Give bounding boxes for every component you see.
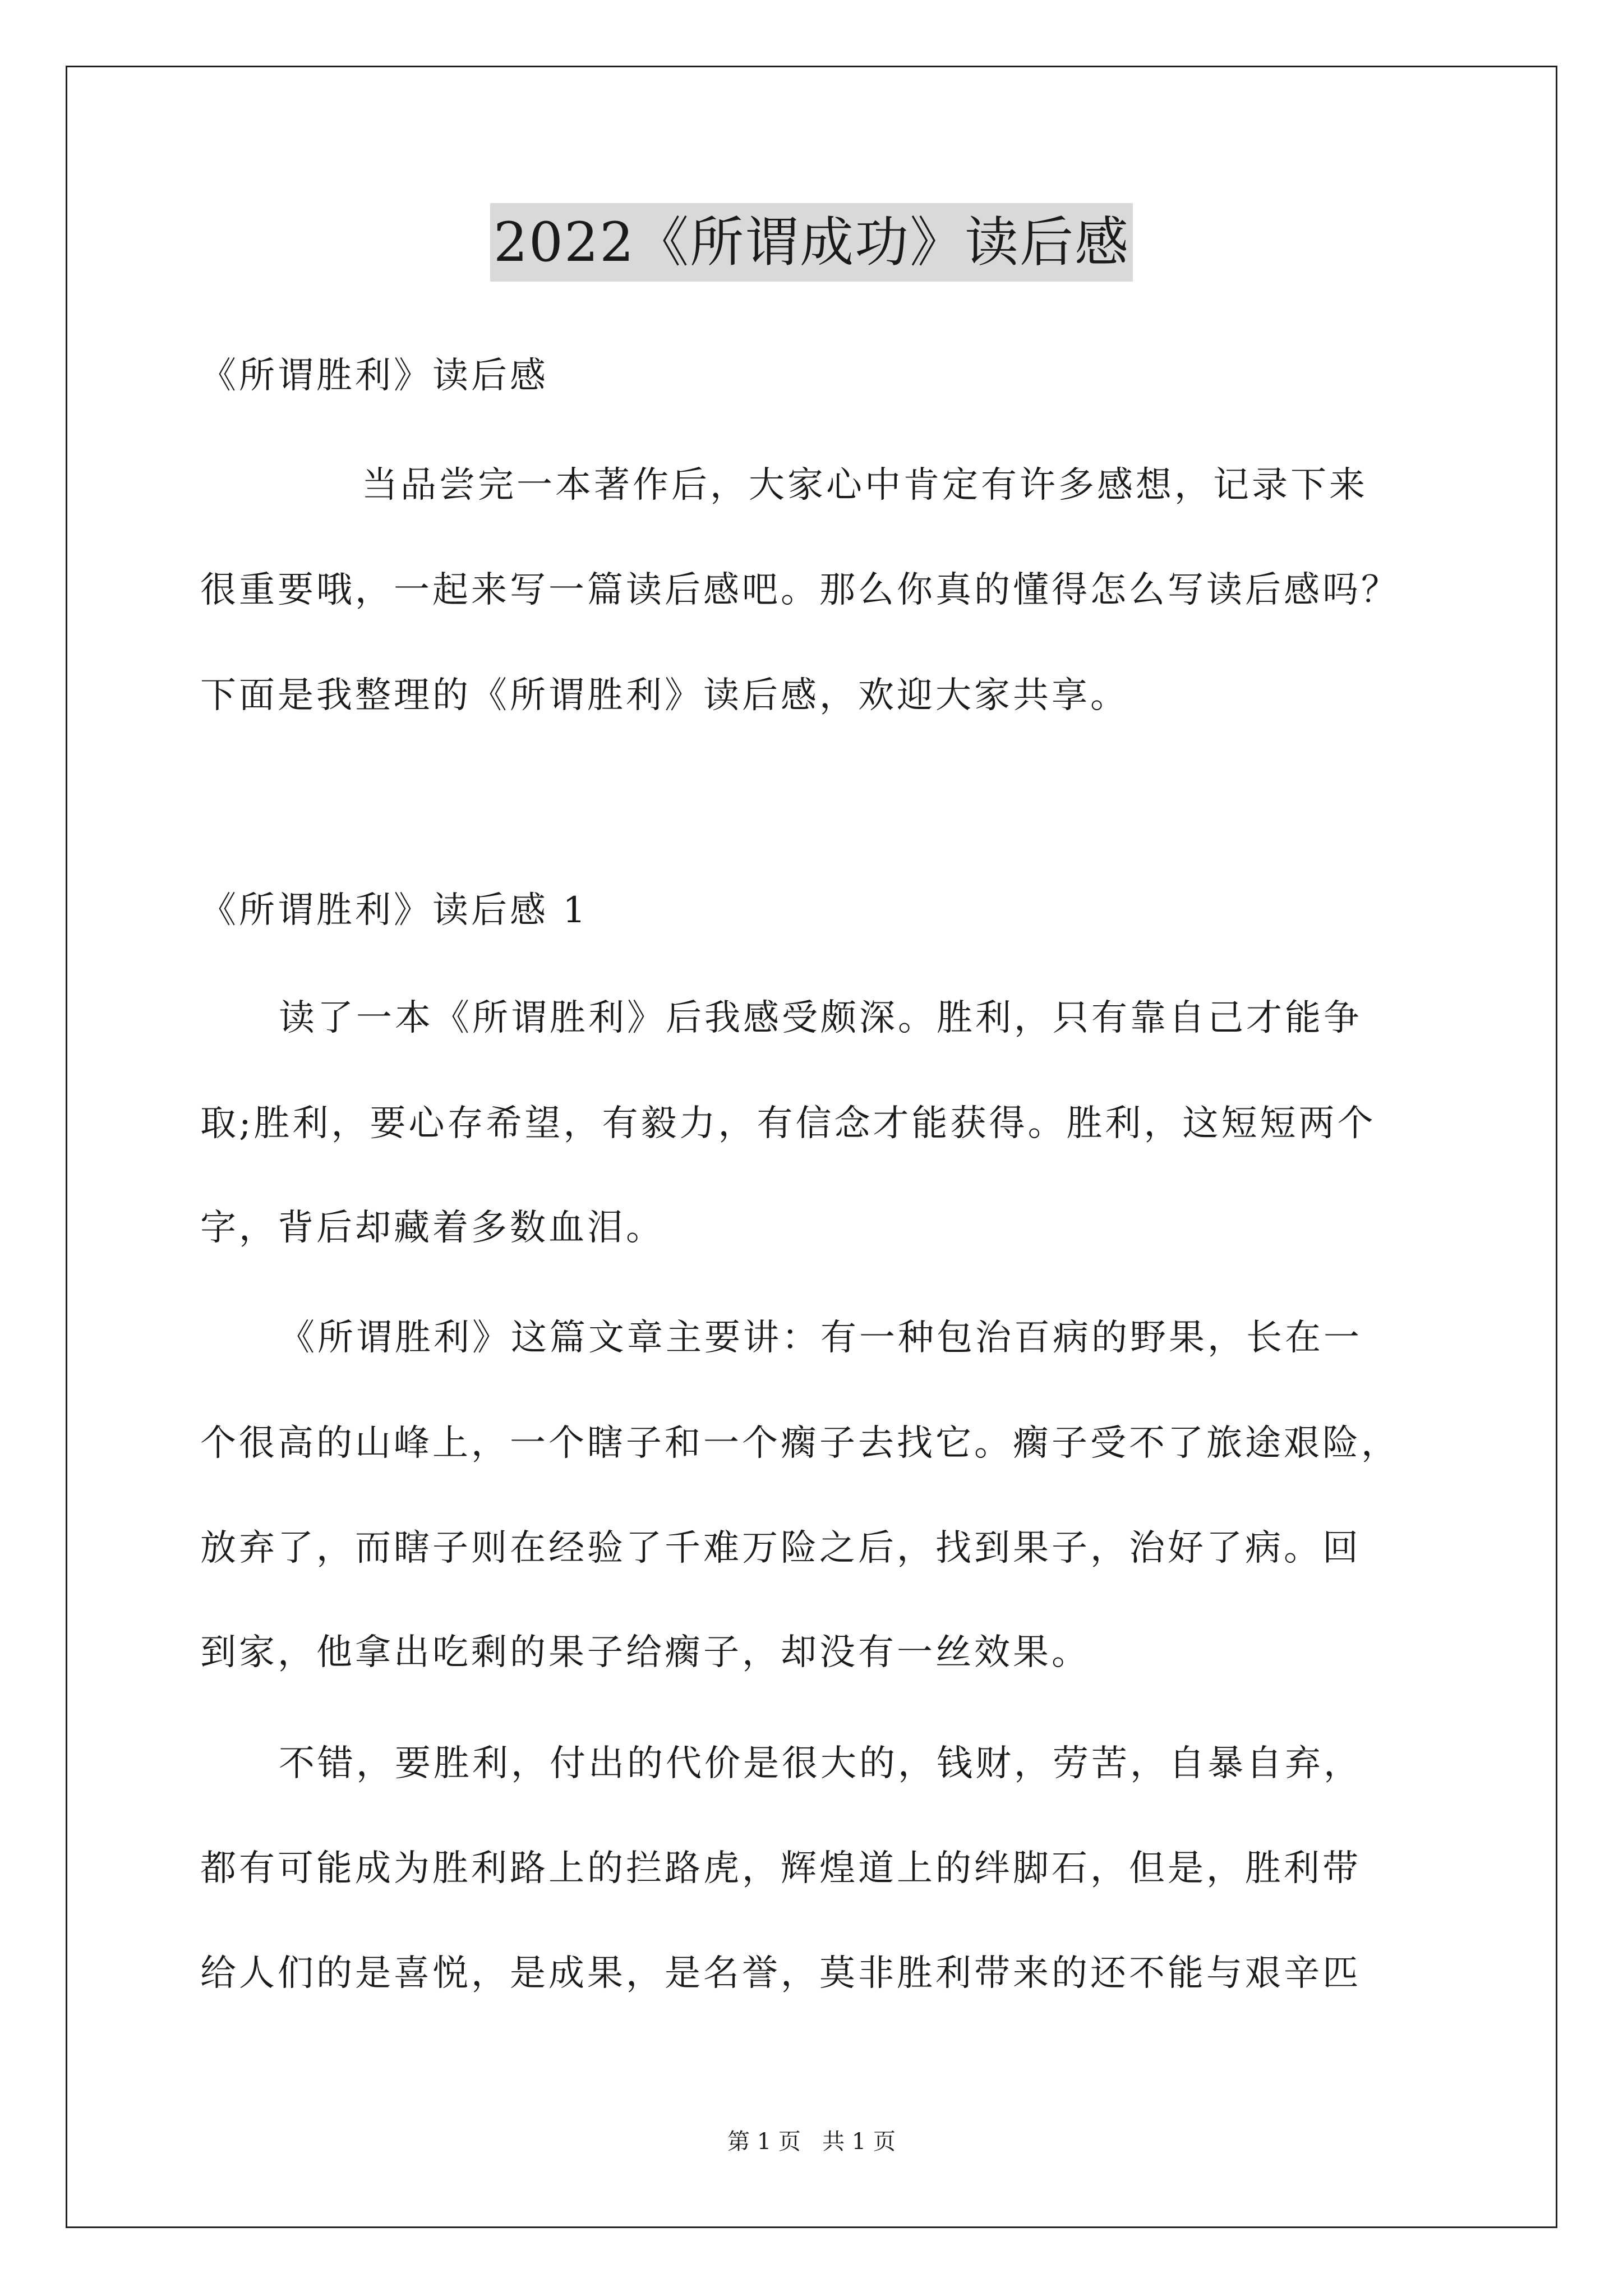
paragraph-line: 给人们的是喜悦，是成果，是名誉，莫非胜利带来的还不能与艰辛匹: [200, 1953, 1361, 1994]
intro-line: 很重要哦，一起来写一篇读后感吧。那么你真的懂得怎么写读后感吗？: [200, 569, 1400, 611]
paragraph-line: 《所谓胜利》这篇文章主要讲：有一种包治百病的野果，长在一: [279, 1317, 1362, 1359]
paragraph-line: 取;胜利，要心存希望，有毅力，有信念才能获得。胜利，这短短两个: [200, 1103, 1376, 1144]
page-footer: 第 1 页 共 1 页: [727, 2129, 896, 2155]
section-heading: 《所谓胜利》读后感 1: [200, 890, 589, 931]
intro-line: 下面是我整理的《所谓胜利》读后感，欢迎大家共享。: [200, 675, 1129, 716]
paragraph-line: 到家，他拿出吃剩的果子给瘸子，却没有一丝效果。: [200, 1632, 1090, 1673]
paragraph-line: 放弃了，而瞎子则在经验了千难万险之后，找到果子，治好了病。回: [200, 1527, 1361, 1569]
paragraph-line: 都有可能成为胜利路上的拦路虎，辉煌道上的绊脚石，但是，胜利带: [200, 1848, 1361, 1889]
paragraph-line: 读了一本《所谓胜利》后我感受颇深。胜利，只有靠自己才能争: [279, 997, 1362, 1039]
paragraph-line: 不错，要胜利，付出的代价是很大的，钱财，劳苦，自暴自弃，: [279, 1743, 1362, 1784]
paragraph-line: 字，背后却藏着多数血泪。: [200, 1207, 665, 1249]
intro-line: 当品尝完一本著作后，大家心中肯定有许多感想，记录下来: [362, 464, 1368, 506]
document-subtitle: 《所谓胜利》读后感: [200, 355, 548, 397]
title-container: [0, 203, 1623, 282]
paragraph-line: 个很高的山峰上，一个瞎子和一个瘸子去找它。瘸子受不了旅途艰险，: [200, 1423, 1400, 1464]
document-title: 2022《所谓成功》读后感: [490, 203, 1133, 282]
